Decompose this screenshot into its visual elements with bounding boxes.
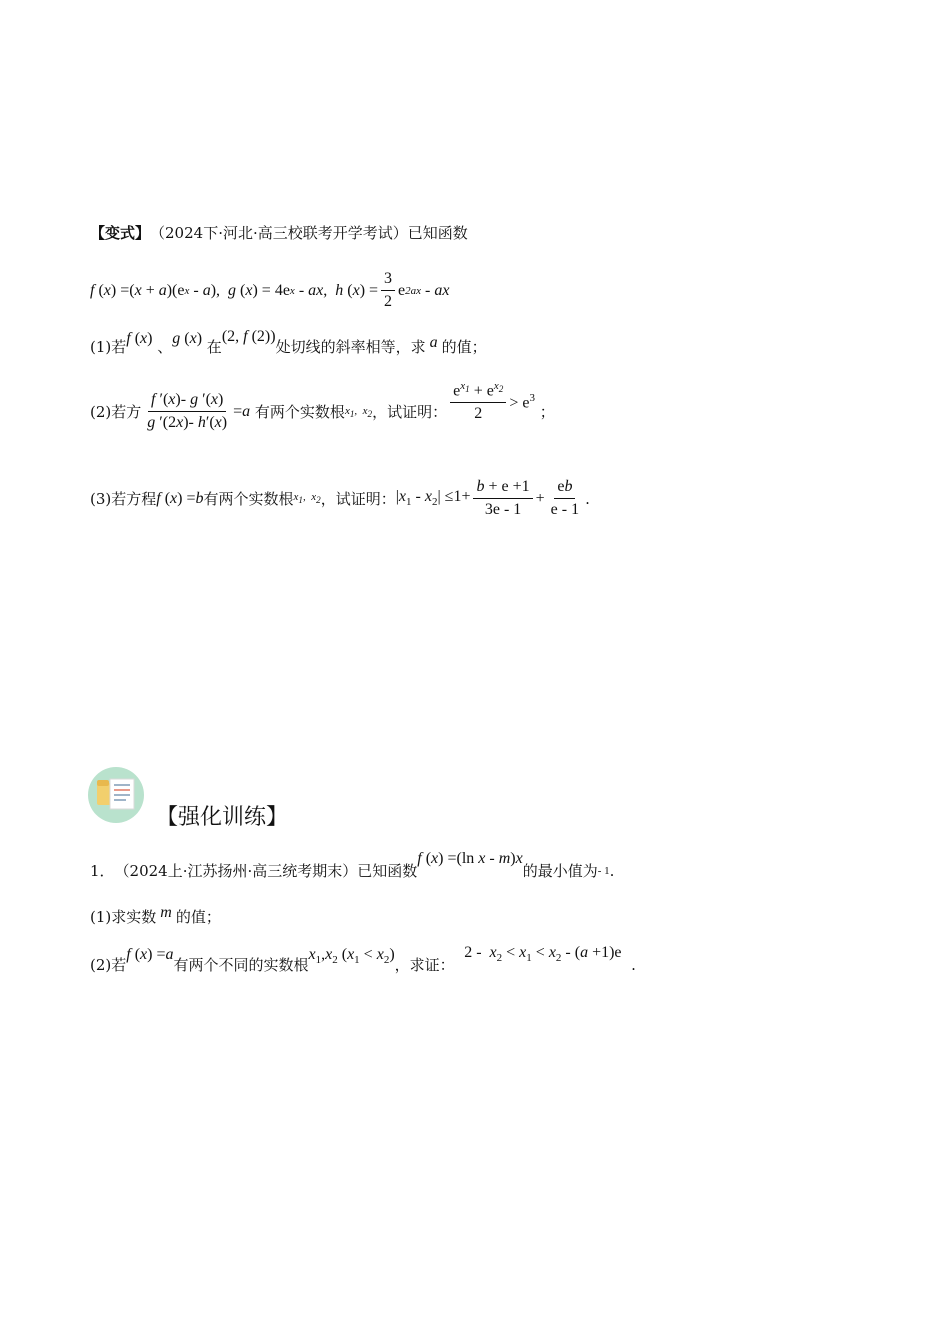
problem-number: 1． [90,862,115,880]
variant-heading [90,222,468,243]
problem-tail: 的最小值为 [522,862,598,880]
p1-q2-mid: 有两个不同的实数根 [173,956,309,974]
p1-q2-prefix: (2)若 [90,956,127,974]
problem-1-question-2: (2)若 f (x) =a 有两个不同的实数根 $x_1,x_2$ $(x_1 < x_2)$ ，求证： $2 - x_2 < x_1 < x_2 - (a +1)e$ . [90,944,636,974]
folder-document-icon [88,767,144,823]
section-title: 【强化训练】 [156,805,289,830]
min-value: - 1 [597,864,610,877]
q3-mid: 有两个实数根 [203,490,294,508]
q2-prefix: (2)若方 [90,403,142,422]
variant-question-1: (1)若 f (x) 、 g (x) 在 (2, f (2)) 处切线的斜率相等，求 a 的值； [90,327,487,356]
q2-mid: 有两个实数根 [254,403,345,422]
variant-question-3: (3)若方程 f (x) =b 有两个实数根 $x_1$, $x_2$ ，试证明： $|x_1 - x_2| \le 1+$ $\frac{b + e +1}{3e - 1}$ + $\frac{eb}{e - 1}$ . [90,478,590,518]
variant-source: （2024下·河北·高三校联考开学考试）已知函数 [150,224,468,242]
variant-label: 【变式】 [90,224,151,242]
q3-suffix: ，试证明： [320,490,396,508]
q1-mid: 在 [206,338,222,356]
problem-1-statement: 1． （2024上·江苏扬州·高三统考期末）已知函数 f (x) =(ln x - m)x 的最小值为 - 1 . [90,849,615,880]
q2-suffix: ，试证明： [372,403,448,422]
variant-question-2: (2)若方 $\frac{f '(x)- g '(x)}{g '(2x)- h'(x)}$ =a 有两个实数根 $x_1$, $x_2$ ，试证明： $\frac{e^{x_1} + e^{x_2}}{2}$ > $e^3$ ； [90,380,555,432]
q1-end: 的值； [441,338,487,356]
q3-prefix: (3)若方程 [90,490,157,508]
q1-prefix: (1)若 [90,338,127,356]
q1-suffix: 处切线的斜率相等，求 [275,338,426,356]
function-definitions: f ( x ) =( x + a )(e x - a ), g ( x ) = 4e x - ax , h ( x ) = $\frac{3}{2}$ e 2ax - ax [90,270,450,310]
p1-q2-suffix: ，求证： [394,956,455,974]
p1-q1: (1)求实数 [90,908,157,926]
problem-source: （2024上·江苏扬州·高三统考期末）已知函数 [114,862,418,880]
p1-q1-end: 的值； [175,908,221,926]
problem-1-question-1: (1)求实数 m 的值； [90,903,221,926]
